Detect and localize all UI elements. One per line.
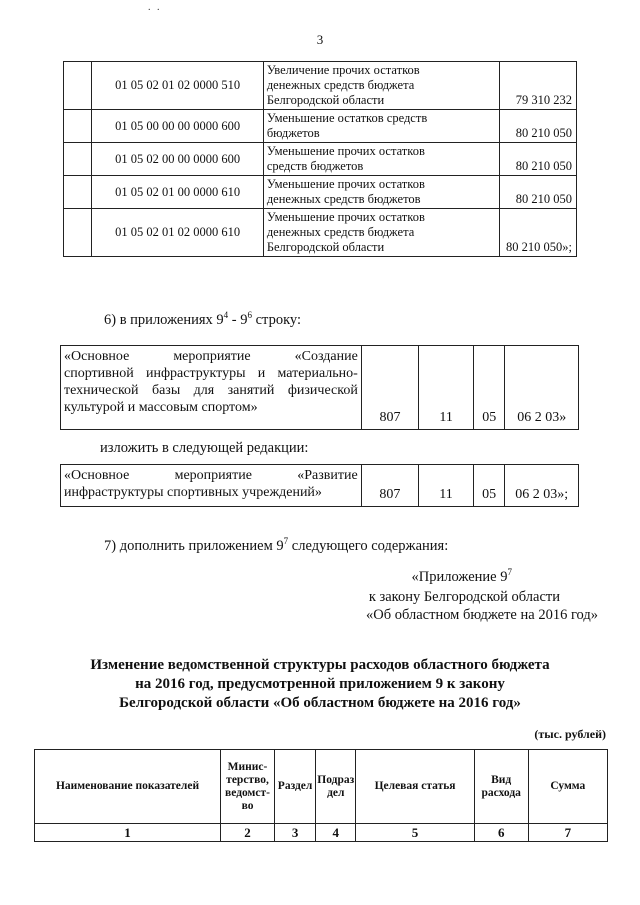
table-row [64, 176, 577, 209]
appendix-label: «Приложение $9^7$ [411, 567, 512, 585]
col-header-ministry: Минис- терство, ведомст- во [221, 750, 275, 824]
name-line: Уменьшение остатков средств [266, 111, 428, 125]
table-row [64, 143, 577, 176]
name-line: Белгородской области [266, 93, 385, 107]
budget-amount: 79 310 232 [500, 62, 577, 110]
name-line: денежных средств бюджетов [266, 192, 421, 206]
page-number: 3 [316, 32, 324, 47]
col-header-subsection: Подраз дел [316, 750, 356, 824]
budget-item-name [263, 62, 499, 110]
budget-code: 01 05 00 00 00 0000 600 [92, 110, 263, 143]
budget-sources-table [63, 61, 577, 257]
old-row-section: 11 [419, 346, 474, 430]
name-line: бюджетов [266, 126, 320, 140]
budget-code: 01 05 02 01 00 0000 610 [92, 176, 263, 209]
new-row-ministry: 807 [361, 465, 418, 507]
col-header-name: Наименование показателей [35, 750, 221, 824]
col-number: 6 [474, 824, 528, 842]
budget-item-name [263, 176, 499, 209]
table-row [61, 465, 579, 507]
empty-cell [64, 176, 92, 209]
new-row-subsection: 05 [474, 465, 505, 507]
table-row [61, 346, 579, 430]
col-number: 3 [274, 824, 315, 842]
empty-cell [64, 209, 92, 257]
budget-code: 01 05 02 01 02 0000 610 [92, 209, 263, 257]
budget-amount: 80 210 050 [500, 110, 577, 143]
new-row-section: 11 [418, 465, 473, 507]
budget-amount: 80 210 050 [500, 143, 577, 176]
item-6-text: 6) в приложениях $9^4 - 9^6$ строку: [104, 310, 302, 328]
header-row [35, 750, 608, 824]
budget-amount: 80 210 050»; [500, 209, 577, 257]
budget-item-name [263, 209, 499, 257]
old-row-ministry: 807 [361, 346, 418, 430]
col-number: 4 [316, 824, 356, 842]
appendix-law-ref: к закону Белгородской области [368, 589, 560, 605]
replace-instruction: изложить в следующей редакции: [100, 440, 309, 456]
name-line: денежных средств бюджета [266, 225, 415, 239]
table-row [64, 209, 577, 257]
budget-code: 01 05 02 00 00 0000 600 [92, 143, 263, 176]
table-row [64, 110, 577, 143]
old-row-description: «Основное мероприятие «Создание спортивной инфраструктуры и материально-технической базы для занятий физической культурой и массовым спортом» [61, 346, 362, 430]
name-line: Уменьшение прочих остатков [266, 210, 425, 224]
name-line: Уменьшение прочих остатков [266, 144, 425, 158]
old-row-table [60, 345, 579, 430]
empty-cell [64, 62, 92, 110]
name-line: денежных средств бюджета [266, 78, 415, 92]
col-header-section: Раздел [274, 750, 315, 824]
item-7-text: 7) дополнить приложением $9^7$ следующего содержания: [104, 536, 449, 554]
table-row [64, 62, 577, 110]
budget-amount: 80 210 050 [500, 176, 577, 209]
col-header-target: Целевая статья [356, 750, 474, 824]
old-row-target: 06 2 03» [505, 346, 579, 430]
new-row-description: «Основное мероприятие «Развитие инфраструктуры спортивных учреждений» [61, 465, 362, 507]
new-row-target: 06 2 03»; [505, 465, 579, 507]
col-number: 7 [528, 824, 607, 842]
empty-cell [64, 110, 92, 143]
col-header-expense-type: Вид расхода [474, 750, 528, 824]
name-line: Уменьшение прочих остатков [266, 177, 425, 191]
col-number: 2 [221, 824, 275, 842]
name-line: Белгородской области [266, 240, 385, 254]
old-row-subsection: 05 [474, 346, 505, 430]
new-row-table [60, 464, 579, 507]
col-number: 1 [35, 824, 221, 842]
col-header-amount: Сумма [528, 750, 607, 824]
scan-marks: . . [148, 2, 162, 13]
budget-code: 01 05 02 01 02 0000 510 [92, 62, 263, 110]
budget-item-name [263, 143, 499, 176]
name-line: средств бюджетов [266, 159, 364, 173]
appendix-law-title: «Об областном бюджете на 2016 год» [366, 607, 598, 623]
expenditure-header-table [34, 749, 608, 842]
col-number: 5 [356, 824, 474, 842]
name-line: Увеличение прочих остатков [266, 63, 420, 77]
number-row [35, 824, 608, 842]
empty-cell [64, 143, 92, 176]
budget-item-name [263, 110, 499, 143]
document-title: Изменение ведомственной структуры расходов областного бюджета на 2016 год, предусмотренной приложением 9 к закону Белгородской области «Об областном бюджете на 2016 год» [90, 657, 550, 711]
unit-label: (тыс. рублей) [534, 727, 606, 741]
